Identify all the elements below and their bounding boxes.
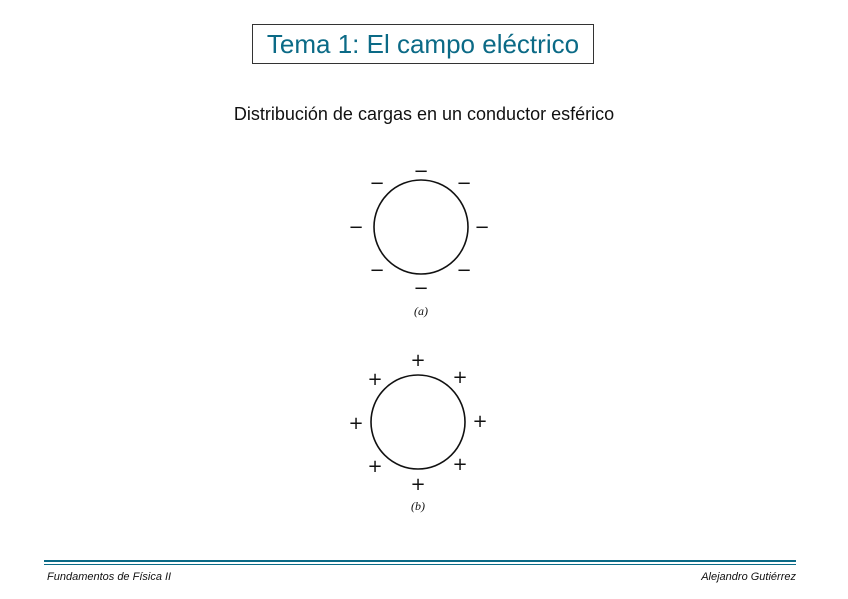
figure-b bbox=[348, 350, 487, 513]
positive-charge: + bbox=[452, 367, 468, 388]
slide-title: Tema 1: El campo eléctrico bbox=[266, 28, 580, 59]
positive-charge: + bbox=[367, 369, 383, 390]
figure-a-caption: (a) bbox=[414, 304, 428, 318]
negative-charge: − bbox=[369, 260, 385, 281]
footer-course: Fundamentos de Física II bbox=[47, 571, 172, 583]
footer-divider bbox=[44, 564, 796, 565]
positive-charge: + bbox=[452, 454, 468, 475]
footer-author: Alejandro Gutiérrez bbox=[701, 571, 796, 583]
conductor-sphere-a bbox=[374, 180, 468, 274]
slide-subtitle: Distribución de cargas en un conductor esférico bbox=[233, 104, 615, 124]
positive-charge: + bbox=[472, 411, 488, 432]
negative-charge: − bbox=[348, 217, 364, 238]
negative-charge: − bbox=[413, 161, 429, 182]
footer-divider bbox=[44, 560, 796, 562]
negative-charge: − bbox=[474, 217, 490, 238]
negative-charge: − bbox=[456, 173, 472, 194]
positive-charge: + bbox=[410, 350, 426, 371]
positive-charge: + bbox=[367, 456, 383, 477]
positive-charge: + bbox=[410, 474, 426, 495]
figure-a bbox=[348, 161, 489, 318]
negative-charge: − bbox=[413, 278, 429, 299]
negative-charge: − bbox=[369, 173, 385, 194]
positive-charge: + bbox=[348, 413, 364, 434]
figure-b-caption: (b) bbox=[411, 499, 425, 513]
conductor-sphere-b bbox=[371, 375, 465, 469]
negative-charge: − bbox=[456, 260, 472, 281]
